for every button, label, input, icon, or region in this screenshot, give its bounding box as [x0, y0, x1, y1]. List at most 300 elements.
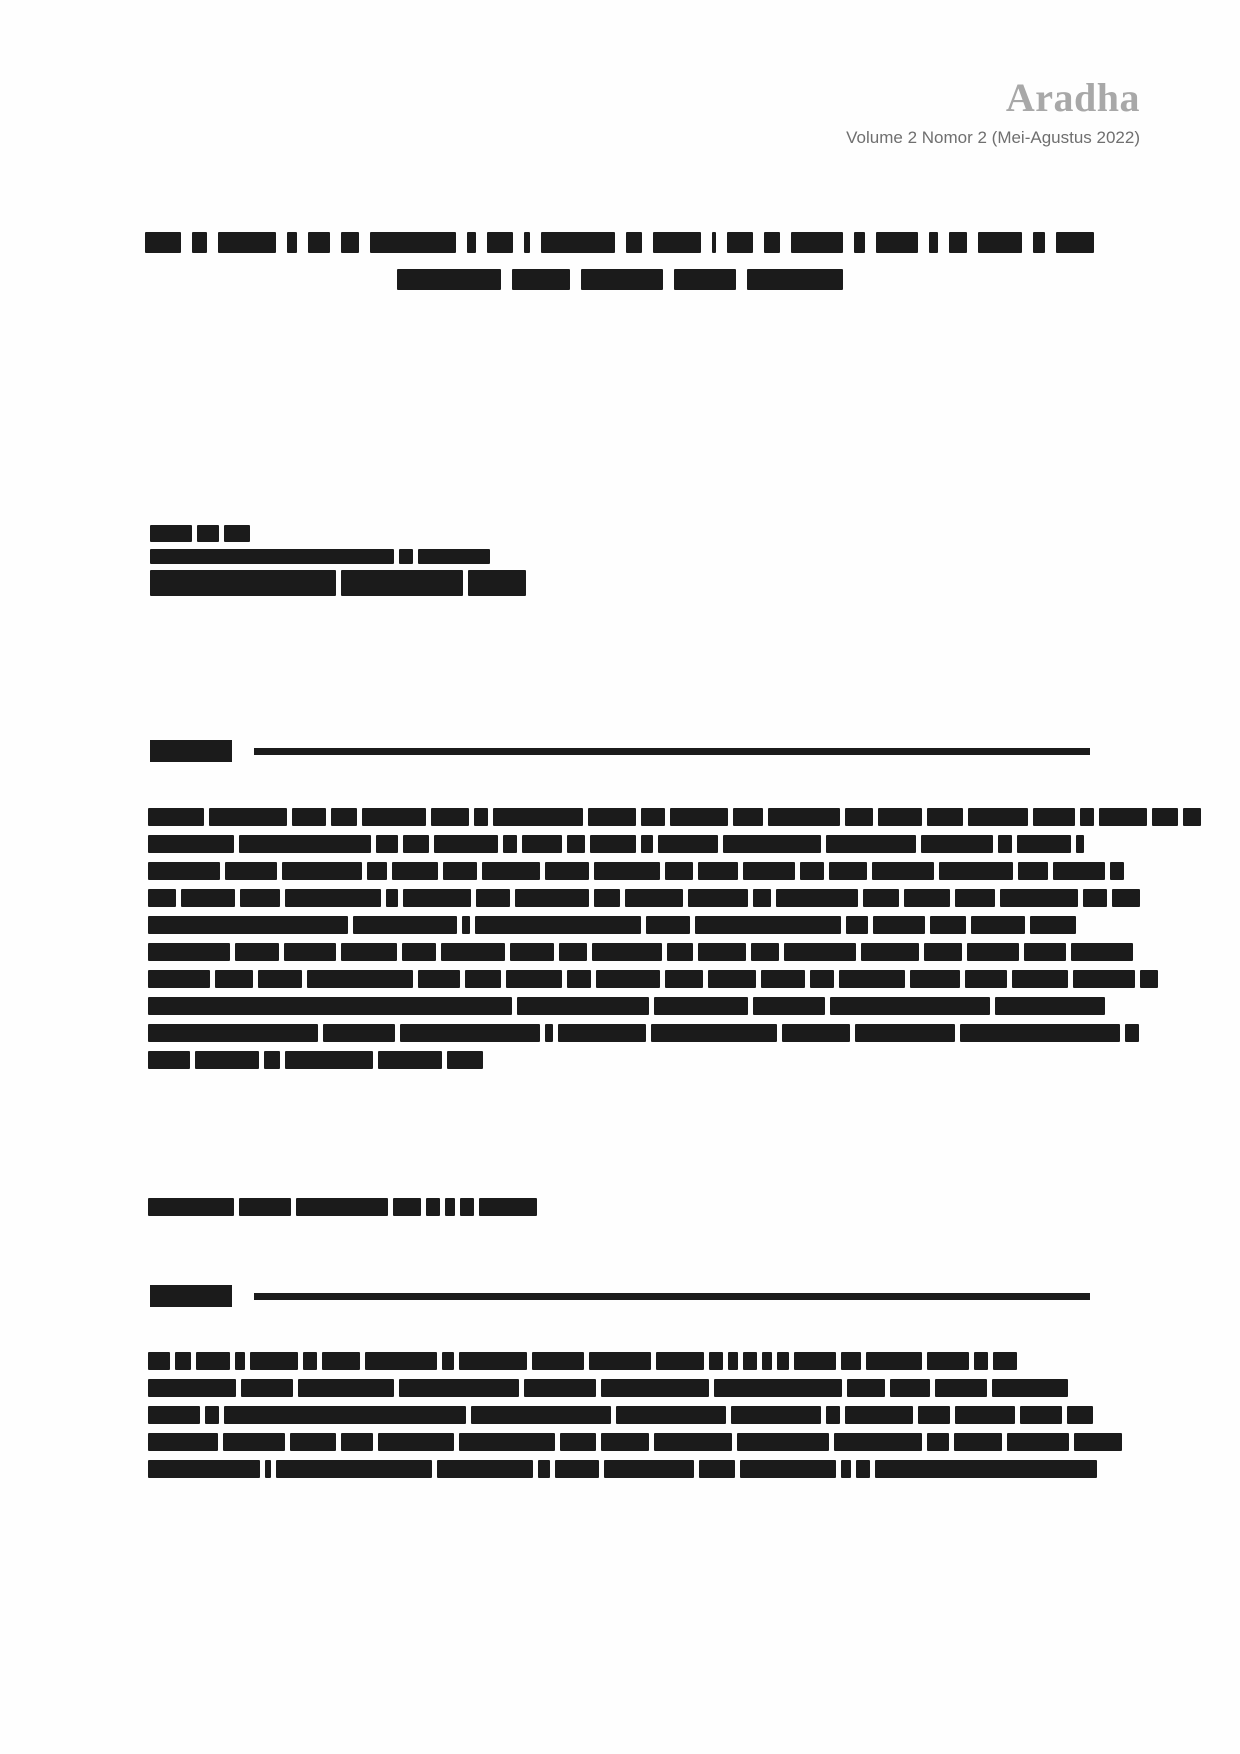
redacted-text-segment [777, 1352, 789, 1370]
redacted-text-segment [998, 835, 1012, 853]
redacted-text-segment [708, 970, 756, 988]
redacted-text-segment [567, 835, 585, 853]
redacted-text-segment [589, 1352, 651, 1370]
redacted-text-segment [626, 232, 642, 253]
redacted-text-segment [392, 862, 438, 880]
redacted-text-segment [460, 1198, 474, 1216]
redacted-text-segment [845, 808, 873, 826]
abstract-paragraph [148, 808, 1093, 1078]
redacted-text-segment [148, 1198, 234, 1216]
redacted-text-segment [303, 1352, 317, 1370]
redacted-text-segment [487, 232, 513, 253]
redacted-text-segment [1112, 889, 1140, 907]
redacted-text-segment [150, 549, 394, 564]
redacted-text-segment [370, 232, 456, 253]
redacted-text-segment [873, 916, 925, 934]
introduction-text-line [148, 1433, 1093, 1451]
redacted-text-segment [846, 916, 868, 934]
redacted-text-segment [768, 808, 840, 826]
redacted-text-segment [468, 570, 526, 596]
redacted-text-segment [287, 232, 297, 253]
redacted-text-segment [688, 889, 748, 907]
redacted-text-segment [148, 1352, 170, 1370]
section-heading-introduction [150, 1285, 1090, 1307]
redacted-text-segment [1110, 862, 1124, 880]
redacted-text-segment [196, 1352, 230, 1370]
redacted-text-segment [856, 1460, 870, 1478]
redacted-text-segment [393, 1198, 421, 1216]
redacted-text-segment [148, 916, 348, 934]
redacted-text-segment [927, 808, 963, 826]
redacted-text-segment [399, 549, 413, 564]
redacted-text-segment [378, 1433, 454, 1451]
section-heading-abstract [150, 740, 1090, 762]
redacted-text-segment [876, 232, 918, 253]
redacted-text-segment [558, 1024, 646, 1042]
redacted-text-segment [731, 1406, 821, 1424]
abstract-text-line [148, 808, 1093, 826]
introduction-paragraph [148, 1352, 1093, 1487]
redacted-text-segment [465, 970, 501, 988]
redacted-text-segment [709, 1352, 723, 1370]
redacted-text-segment [292, 808, 326, 826]
redacted-text-segment [930, 916, 966, 934]
redacted-text-segment [861, 943, 919, 961]
redacted-text-segment [223, 1433, 285, 1451]
abstract-text-line [148, 835, 1093, 853]
redacted-text-segment [830, 997, 990, 1015]
redacted-text-segment [1024, 943, 1066, 961]
author-line [150, 525, 531, 542]
redacted-text-segment [341, 232, 359, 253]
redacted-text-segment [1033, 232, 1045, 253]
redacted-text-segment [971, 916, 1025, 934]
redacted-text-segment [590, 835, 636, 853]
redacted-text-segment [747, 269, 843, 290]
redacted-text-segment [784, 943, 856, 961]
article-title-line-2 [0, 269, 1240, 290]
redacted-text-segment [399, 1379, 519, 1397]
redacted-text-segment [541, 232, 615, 253]
redacted-text-segment [1071, 943, 1133, 961]
redacted-text-segment [215, 970, 253, 988]
redacted-text-segment [927, 1352, 969, 1370]
section-heading-rule [254, 748, 1090, 755]
redacted-text-segment [1030, 916, 1076, 934]
redacted-text-segment [437, 1460, 533, 1478]
redacted-text-segment [545, 862, 589, 880]
redacted-text-segment [826, 835, 916, 853]
redacted-text-segment [517, 997, 649, 1015]
redacted-text-segment [307, 970, 413, 988]
redacted-text-segment [403, 889, 471, 907]
redacted-text-segment [841, 1352, 861, 1370]
journal-masthead [846, 75, 1140, 148]
redacted-text-segment [175, 1352, 191, 1370]
redacted-text-segment [733, 808, 763, 826]
redacted-text-segment [714, 1379, 842, 1397]
redacted-text-segment [1099, 808, 1147, 826]
redacted-text-segment [1083, 889, 1107, 907]
redacted-text-segment [400, 1024, 540, 1042]
redacted-text-segment [653, 232, 701, 253]
redacted-text-segment [443, 862, 477, 880]
redacted-text-segment [594, 862, 660, 880]
author-line [150, 570, 531, 596]
redacted-text-segment [723, 835, 821, 853]
redacted-text-segment [625, 889, 683, 907]
keywords-text-line [148, 1198, 1093, 1216]
redacted-text-segment [298, 1379, 394, 1397]
redacted-text-segment [698, 862, 738, 880]
redacted-text-segment [341, 570, 463, 596]
redacted-text-segment [145, 232, 181, 253]
redacted-text-segment [418, 970, 460, 988]
redacted-text-segment [403, 835, 429, 853]
redacted-text-segment [555, 1460, 599, 1478]
redacted-text-segment [418, 549, 490, 564]
redacted-text-segment [601, 1433, 649, 1451]
abstract-text-line [148, 862, 1093, 880]
redacted-text-segment [493, 808, 583, 826]
author-affiliation-block [150, 525, 531, 596]
redacted-text-segment [791, 232, 843, 253]
redacted-text-segment [560, 1433, 596, 1451]
redacted-text-segment [282, 862, 362, 880]
redacted-text-segment [654, 1433, 732, 1451]
redacted-text-segment [776, 889, 858, 907]
redacted-text-segment [522, 835, 562, 853]
redacted-text-segment [532, 1352, 584, 1370]
redacted-text-segment [148, 862, 220, 880]
redacted-text-segment [209, 808, 287, 826]
redacted-text-segment [695, 916, 841, 934]
redacted-text-segment [967, 943, 1019, 961]
redacted-text-segment [863, 889, 899, 907]
redacted-text-segment [331, 808, 357, 826]
redacted-text-segment [341, 943, 397, 961]
redacted-text-segment [459, 1433, 555, 1451]
redacted-text-segment [995, 997, 1105, 1015]
redacted-text-segment [1074, 1433, 1122, 1451]
redacted-text-segment [148, 997, 512, 1015]
redacted-text-segment [148, 1379, 236, 1397]
redacted-text-segment [1183, 808, 1201, 826]
redacted-text-segment [148, 889, 176, 907]
redacted-text-segment [841, 1460, 851, 1478]
redacted-text-segment [641, 835, 653, 853]
redacted-text-segment [476, 889, 510, 907]
redacted-text-segment [658, 835, 718, 853]
redacted-text-segment [878, 808, 922, 826]
introduction-text-line [148, 1406, 1093, 1424]
redacted-text-segment [646, 916, 690, 934]
redacted-text-segment [474, 808, 488, 826]
redacted-text-segment [559, 943, 587, 961]
redacted-text-segment [927, 1433, 949, 1451]
redacted-text-segment [512, 269, 570, 290]
introduction-text-line [148, 1379, 1093, 1397]
redacted-text-segment [829, 862, 867, 880]
redacted-text-segment [235, 943, 279, 961]
redacted-text-segment [479, 1198, 537, 1216]
redacted-text-segment [148, 970, 210, 988]
redacted-text-segment [794, 1352, 836, 1370]
redacted-text-segment [224, 1406, 466, 1424]
redacted-text-segment [1076, 835, 1084, 853]
redacted-text-segment [596, 970, 660, 988]
redacted-text-segment [1017, 835, 1071, 853]
redacted-text-segment [1056, 232, 1094, 253]
redacted-text-segment [743, 862, 795, 880]
abstract-keywords-line [148, 1198, 1093, 1225]
abstract-text-line [148, 943, 1093, 961]
journal-title: Aradha [1005, 75, 1140, 120]
redacted-text-segment [148, 835, 234, 853]
redacted-text-segment [847, 1379, 885, 1397]
redacted-text-segment [290, 1433, 336, 1451]
redacted-text-segment [341, 1433, 373, 1451]
redacted-text-segment [1140, 970, 1158, 988]
article-title-block [0, 232, 1240, 306]
redacted-text-segment [148, 808, 204, 826]
redacted-text-segment [462, 916, 470, 934]
redacted-text-segment [834, 1433, 922, 1451]
redacted-text-segment [743, 1352, 757, 1370]
redacted-text-segment [604, 1460, 694, 1478]
redacted-text-segment [447, 1051, 483, 1069]
redacted-text-segment [992, 1379, 1068, 1397]
redacted-text-segment [402, 943, 436, 961]
redacted-text-segment [365, 1352, 437, 1370]
redacted-text-segment [148, 943, 230, 961]
redacted-text-segment [239, 835, 371, 853]
redacted-text-segment [1080, 808, 1094, 826]
redacted-text-segment [581, 269, 663, 290]
redacted-text-segment [1012, 970, 1068, 988]
redacted-text-segment [181, 889, 235, 907]
redacted-text-segment [955, 1406, 1015, 1424]
redacted-text-segment [524, 232, 530, 253]
redacted-text-segment [740, 1460, 836, 1478]
redacted-text-segment [264, 1051, 280, 1069]
redacted-text-segment [875, 1460, 1097, 1478]
redacted-text-segment [601, 1379, 709, 1397]
abstract-text-line [148, 1051, 1093, 1069]
redacted-text-segment [910, 970, 960, 988]
redacted-text-segment [284, 943, 336, 961]
redacted-text-segment [845, 1406, 913, 1424]
redacted-text-segment [872, 862, 934, 880]
redacted-text-segment [960, 1024, 1120, 1042]
journal-issue-line: Volume 2 Nomor 2 (Mei-Agustus 2022) [846, 128, 1140, 147]
redacted-text-segment [728, 1352, 738, 1370]
redacted-text-segment [890, 1379, 930, 1397]
redacted-text-segment [939, 862, 1013, 880]
redacted-text-segment [397, 269, 501, 290]
redacted-text-segment [929, 232, 938, 253]
redacted-text-segment [955, 889, 995, 907]
redacted-text-segment [855, 1024, 955, 1042]
article-title-line-1 [0, 232, 1240, 253]
redacted-text-segment [588, 808, 636, 826]
redacted-text-segment [265, 1460, 271, 1478]
redacted-text-segment [235, 1352, 245, 1370]
redacted-text-segment [1018, 862, 1048, 880]
redacted-text-segment [1073, 970, 1135, 988]
redacted-text-segment [467, 232, 476, 253]
redacted-text-segment [250, 1352, 298, 1370]
redacted-text-segment [475, 916, 641, 934]
redacted-text-segment [699, 1460, 735, 1478]
section-heading-rule-2 [254, 1293, 1090, 1300]
abstract-text-line [148, 970, 1093, 988]
redacted-text-segment [258, 970, 302, 988]
introduction-text-line [148, 1352, 1093, 1370]
redacted-text-segment [641, 808, 665, 826]
redacted-text-segment [1033, 808, 1075, 826]
redacted-text-segment [667, 943, 693, 961]
redacted-text-segment [506, 970, 562, 988]
redacted-text-segment [651, 1024, 777, 1042]
redacted-text-segment [376, 835, 398, 853]
redacted-text-segment [594, 889, 620, 907]
redacted-text-segment [148, 1024, 318, 1042]
redacted-text-segment [904, 889, 950, 907]
redacted-text-segment [218, 232, 276, 253]
redacted-text-segment [285, 1051, 373, 1069]
redacted-text-segment [431, 808, 469, 826]
redacted-text-segment [782, 1024, 850, 1042]
redacted-text-segment [1067, 1406, 1093, 1424]
redacted-text-segment [921, 835, 993, 853]
redacted-text-segment [965, 970, 1007, 988]
redacted-text-segment [665, 862, 693, 880]
redacted-text-segment [471, 1406, 611, 1424]
redacted-text-segment [968, 808, 1028, 826]
redacted-text-segment [192, 232, 207, 253]
redacted-text-segment [538, 1460, 550, 1478]
redacted-text-segment [616, 1406, 726, 1424]
redacted-text-segment [197, 525, 219, 542]
redacted-text-segment [148, 1406, 200, 1424]
redacted-text-segment [482, 862, 540, 880]
redacted-text-segment [762, 1352, 772, 1370]
redacted-text-segment [510, 943, 554, 961]
section-heading-introduction-label [150, 1285, 232, 1307]
redacted-text-segment [1000, 889, 1078, 907]
redacted-text-segment [545, 1024, 553, 1042]
redacted-text-segment [592, 943, 662, 961]
redacted-text-segment [225, 862, 277, 880]
redacted-text-segment [670, 808, 728, 826]
redacted-text-segment [978, 232, 1022, 253]
redacted-text-segment [386, 889, 398, 907]
redacted-text-segment [239, 1198, 291, 1216]
abstract-text-line [148, 889, 1093, 907]
author-line [150, 549, 531, 564]
redacted-text-segment [442, 1352, 454, 1370]
redacted-text-segment [810, 970, 834, 988]
redacted-text-segment [378, 1051, 442, 1069]
redacted-text-segment [205, 1406, 219, 1424]
redacted-text-segment [322, 1352, 360, 1370]
redacted-text-segment [353, 916, 457, 934]
redacted-text-segment [800, 862, 824, 880]
redacted-text-segment [567, 970, 591, 988]
redacted-text-segment [1020, 1406, 1062, 1424]
redacted-text-segment [993, 1352, 1017, 1370]
redacted-text-segment [712, 232, 716, 253]
redacted-text-segment [434, 835, 498, 853]
redacted-text-segment [362, 808, 426, 826]
redacted-text-segment [918, 1406, 950, 1424]
redacted-text-segment [764, 232, 780, 253]
redacted-text-segment [753, 997, 825, 1015]
redacted-text-segment [866, 1352, 922, 1370]
redacted-text-segment [935, 1379, 987, 1397]
redacted-text-segment [459, 1352, 527, 1370]
redacted-text-segment [148, 1051, 190, 1069]
redacted-text-segment [1152, 808, 1178, 826]
redacted-text-segment [974, 1352, 988, 1370]
redacted-text-segment [515, 889, 589, 907]
redacted-text-segment [761, 970, 805, 988]
redacted-text-segment [503, 835, 517, 853]
redacted-text-segment [150, 525, 192, 542]
abstract-text-line [148, 916, 1093, 934]
redacted-text-segment [240, 889, 280, 907]
redacted-text-segment [1007, 1433, 1069, 1451]
abstract-text-line [148, 997, 1093, 1015]
redacted-text-segment [195, 1051, 259, 1069]
redacted-text-segment [698, 943, 746, 961]
redacted-text-segment [751, 943, 779, 961]
redacted-text-segment [426, 1198, 440, 1216]
redacted-text-segment [727, 232, 753, 253]
redacted-text-segment [148, 1433, 218, 1451]
redacted-text-segment [839, 970, 905, 988]
redacted-text-segment [665, 970, 703, 988]
redacted-text-segment [1053, 862, 1105, 880]
redacted-text-segment [323, 1024, 395, 1042]
introduction-text-line [148, 1460, 1093, 1478]
redacted-text-segment [674, 269, 736, 290]
redacted-text-segment [276, 1460, 432, 1478]
redacted-text-segment [367, 862, 387, 880]
redacted-text-segment [924, 943, 962, 961]
redacted-text-segment [445, 1198, 455, 1216]
redacted-text-segment [148, 1460, 260, 1478]
redacted-text-segment [954, 1433, 1002, 1451]
redacted-text-segment [854, 232, 865, 253]
redacted-text-segment [296, 1198, 388, 1216]
redacted-text-segment [150, 570, 336, 596]
redacted-text-segment [949, 232, 967, 253]
redacted-text-segment [285, 889, 381, 907]
redacted-text-segment [308, 232, 330, 253]
redacted-text-segment [654, 997, 748, 1015]
section-heading-abstract-label [150, 740, 232, 762]
redacted-text-segment [753, 889, 771, 907]
redacted-text-segment [656, 1352, 704, 1370]
redacted-text-segment [441, 943, 505, 961]
redacted-text-segment [737, 1433, 829, 1451]
redacted-text-segment [1125, 1024, 1139, 1042]
redacted-text-segment [241, 1379, 293, 1397]
abstract-text-line [148, 1024, 1093, 1042]
redacted-text-segment [826, 1406, 840, 1424]
